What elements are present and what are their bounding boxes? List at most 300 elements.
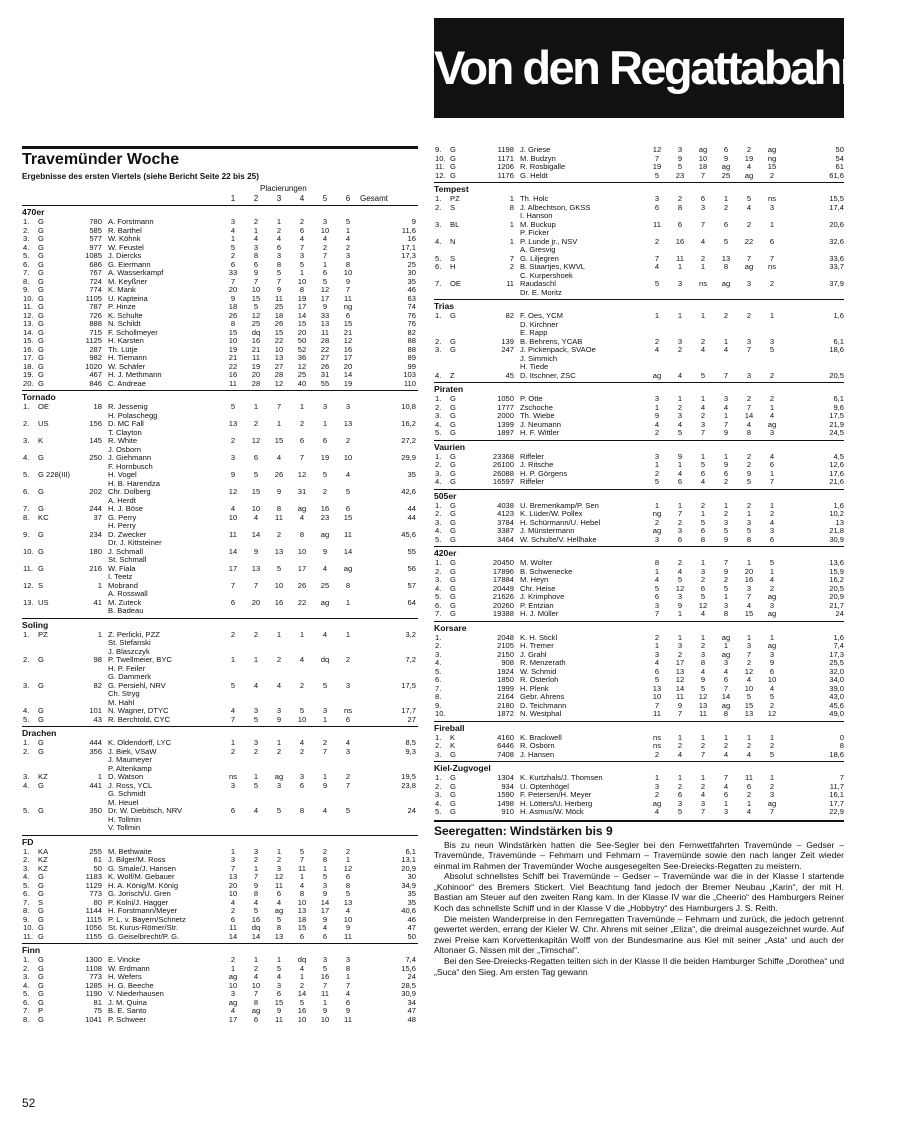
sailor-name: M. Heuel [108, 797, 139, 807]
placement: ag [767, 145, 777, 154]
placement: 1 [322, 714, 328, 724]
rank: 2. [435, 336, 442, 346]
class-heading: Vaurien [434, 441, 466, 452]
sail-number: 16597 [492, 477, 514, 486]
sail-number: 1285 [85, 980, 102, 990]
placement: 8 [299, 529, 305, 539]
placement: 2 [769, 394, 775, 403]
placement: 2 [700, 781, 706, 791]
nation: G [450, 534, 456, 544]
placement: 3 [299, 251, 305, 260]
sailor-name: St. Stefanski [108, 638, 151, 647]
nation: G [38, 963, 44, 973]
placement: 3 [230, 217, 236, 226]
rank: 4. [23, 980, 30, 990]
placement: 5 [299, 846, 305, 856]
placement: 7 [677, 709, 683, 718]
article-heading: Seeregatten: Windstärken bis 9 [434, 823, 613, 838]
rank: 4. [435, 526, 442, 535]
total-points: 61 [835, 162, 844, 171]
sail-number: 780 [89, 217, 102, 226]
placement: 8 [723, 262, 729, 271]
sail-number: 724 [89, 276, 102, 286]
sail-number: 1190 [85, 989, 102, 998]
placement: 7 [230, 580, 236, 590]
sailor-name: J. Hansen [520, 749, 555, 759]
nation: G [450, 411, 456, 420]
placement: 2 [654, 790, 660, 799]
placement: 9 [677, 700, 683, 710]
result-row [22, 648, 418, 657]
placement: 4 [700, 477, 706, 486]
placement: 3 [677, 336, 683, 346]
nation: G [38, 980, 44, 990]
rank: 5. [23, 880, 30, 890]
result-row [22, 454, 418, 463]
rank: 10. [435, 709, 446, 718]
placement: 16 [297, 1006, 307, 1015]
placement: 5 [654, 583, 660, 593]
placement: 1 [230, 846, 236, 856]
placement: 4 [769, 575, 775, 584]
placement: 11 [676, 692, 684, 701]
total-points: 10,8 [401, 402, 416, 411]
placement: 7 [299, 855, 305, 864]
placement: 5 [230, 680, 236, 690]
result-row [22, 531, 418, 540]
nation: G [38, 361, 44, 371]
placement: 1 [654, 460, 660, 469]
placement: 1 [723, 451, 729, 461]
total-points: 33,6 [829, 253, 844, 263]
placement: 2 [299, 217, 305, 226]
total-points: 3,2 [405, 629, 416, 639]
sailor-name: St. Kurus-Römer/Str. [108, 923, 179, 932]
placement: 4 [322, 234, 328, 243]
placement: 4 [654, 345, 660, 354]
result-row [434, 659, 844, 668]
total-points: 1,6 [833, 500, 844, 510]
placement: 4 [230, 504, 236, 513]
placement: ag [274, 906, 284, 915]
placement: 7 [746, 649, 752, 659]
rank: 4. [23, 706, 30, 715]
placement: 52 [297, 344, 307, 354]
placement: 6 [322, 268, 328, 277]
placement: dq [251, 327, 261, 337]
sailor-name: K. Lüder/W. Pollex [520, 509, 583, 518]
nation: KZ [38, 855, 48, 864]
placement: 3 [700, 649, 706, 659]
total-points: 32,0 [829, 666, 844, 676]
result-row [22, 716, 418, 725]
placement: 2 [677, 781, 683, 791]
placement: 25 [721, 170, 731, 180]
rank: 4. [23, 242, 30, 252]
total-points: 35 [407, 889, 416, 898]
total-points: 63 [407, 293, 416, 303]
placement: 9 [322, 889, 328, 898]
sailor-name: M. Buckup [520, 219, 556, 229]
sail-number: 4160 [497, 732, 514, 742]
total-points: 16 [407, 234, 416, 243]
placement: 13 [721, 253, 731, 263]
placement: 5 [253, 714, 259, 724]
placement: 13 [228, 872, 238, 881]
placement: 11 [275, 293, 283, 303]
sail-number: 145 [89, 436, 102, 445]
placement: 5 [700, 370, 706, 380]
placement: 1 [723, 641, 729, 650]
sailor-name: Th. Wiebe [520, 411, 555, 420]
placement: ag [297, 504, 307, 513]
result-row [22, 295, 418, 304]
placement: 11 [252, 353, 260, 362]
sailor-name: K. Mank [108, 285, 136, 294]
result-row [22, 956, 418, 965]
total-points: 20,6 [829, 219, 844, 229]
total-points: 17,1 [401, 242, 416, 252]
placement: 6 [276, 889, 282, 898]
result-row [434, 527, 844, 536]
placement: 2 [230, 955, 236, 964]
sailor-name: H. J. Müller [520, 609, 559, 618]
placement: 1 [769, 468, 775, 478]
placement: 1 [253, 955, 259, 964]
placement: 2 [677, 558, 683, 567]
nation: G [38, 353, 44, 362]
placement: 8 [276, 504, 282, 513]
result-row [434, 783, 844, 792]
result-row [434, 791, 844, 800]
rank: 3. [435, 575, 442, 584]
placement: ns [343, 706, 353, 715]
placement: 3 [769, 428, 775, 437]
placement: 2 [345, 772, 351, 781]
placement: 9 [276, 1006, 282, 1015]
placement: 10 [297, 546, 307, 556]
race-number: 1 [230, 194, 236, 203]
placement: 5 [677, 575, 683, 584]
placement: 3 [322, 402, 328, 411]
placement: 2 [253, 855, 259, 864]
result-row [434, 204, 844, 213]
placement: 4 [654, 419, 660, 429]
sailor-name: J. Blaszczyk [108, 646, 150, 656]
sailor-name: J. Neumann [520, 419, 561, 429]
total-points: 24 [407, 972, 416, 981]
total-points: 15,5 [829, 194, 844, 203]
placement: 11 [321, 989, 329, 998]
placement: 7 [253, 580, 259, 590]
nation: Z [450, 370, 455, 380]
total-points: 34 [407, 997, 416, 1007]
placement: 3 [654, 649, 660, 659]
placement: 14 [297, 310, 307, 320]
result-row [22, 973, 418, 982]
placement: 4 [345, 989, 351, 998]
placement: 10 [320, 1014, 330, 1024]
placement: ag [744, 262, 754, 271]
placement: 5 [345, 217, 351, 226]
rank: 2. [23, 963, 30, 973]
sail-number: 7408 [497, 749, 514, 759]
rank: 4. [435, 419, 442, 429]
sail-number: 287 [89, 344, 102, 354]
sailor-name: Z. Perlicki, PZZ [108, 629, 160, 639]
placement: 15 [297, 923, 307, 932]
sail-number: 98 [93, 655, 102, 664]
result-row [22, 765, 418, 774]
placement: 1 [769, 566, 775, 576]
placement: 2 [345, 242, 351, 252]
placement: 3 [654, 534, 660, 544]
placement: 1 [299, 268, 305, 277]
page-subtitle: Ergebnisse des ersten Viertels (siehe Bericht Seite 22 bis 25) [22, 172, 259, 181]
rank: 7. [23, 268, 30, 277]
result-row [22, 497, 418, 506]
sail-number: 41 [93, 597, 102, 607]
placement: 15 [744, 609, 754, 618]
sail-number: 908 [501, 658, 514, 667]
placement: 3 [746, 641, 752, 650]
rank: 19. [23, 370, 34, 379]
sail-number: 1872 [497, 709, 514, 718]
placement: 4 [723, 345, 729, 354]
placement: 6 [322, 931, 328, 941]
placement: 3 [677, 526, 683, 535]
nation: G [38, 546, 44, 556]
results-column-left [22, 146, 418, 1106]
total-points: 88 [407, 344, 416, 354]
result-row [434, 195, 844, 204]
rank: 2. [23, 225, 30, 235]
rank: 5. [23, 989, 30, 998]
placement: 5 [345, 806, 351, 815]
placement: 9 [322, 302, 328, 311]
sail-number: 1777 [497, 402, 514, 412]
sailor-name: M. Wolter [520, 558, 553, 567]
sail-number: 350 [89, 806, 102, 815]
rank: 5. [435, 428, 442, 437]
rank: 5. [435, 592, 442, 601]
sail-number: 37 [93, 512, 102, 522]
total-points: 37,9 [829, 279, 844, 288]
placement: 22 [744, 236, 754, 246]
placement: 5 [230, 242, 236, 252]
sailor-name: H. P. Feiler [108, 663, 145, 673]
placement: 3 [230, 855, 236, 864]
sail-number: 773 [89, 889, 102, 898]
placement: 4 [723, 781, 729, 791]
result-row [434, 610, 844, 619]
total-points: 18,6 [829, 749, 844, 759]
rank: 1. [23, 738, 30, 747]
nation: G [450, 145, 456, 154]
result-row [22, 548, 418, 557]
placement: 6 [276, 989, 282, 998]
result-row [22, 522, 418, 531]
placement: 5 [654, 675, 660, 684]
placement: 18 [228, 302, 238, 311]
placement: 5 [677, 428, 683, 437]
placement: 2 [276, 655, 282, 664]
placement: 1 [746, 558, 752, 567]
nation: G [38, 302, 44, 311]
placement: 2 [723, 741, 729, 750]
result-row [22, 312, 418, 321]
placement: 2 [769, 370, 775, 380]
placement: 7 [700, 749, 706, 759]
result-row [434, 329, 844, 338]
nation: G [38, 906, 44, 915]
sail-number: 1590 [497, 790, 514, 799]
sailor-name: W. Erdmann [108, 963, 150, 973]
result-row [22, 773, 418, 782]
placement: 21 [251, 344, 261, 354]
sail-number: 7 [509, 253, 514, 263]
placement: 6 [723, 219, 729, 229]
placement: 4 [299, 655, 305, 664]
placement: 16 [251, 336, 261, 345]
result-row [22, 990, 418, 999]
sail-number: 1 [509, 219, 514, 229]
result-row [22, 505, 418, 514]
result-row [434, 429, 844, 438]
total-points: 16,1 [829, 790, 844, 799]
placement: 11 [275, 880, 283, 890]
sail-number: 977 [89, 242, 102, 252]
placement: 4 [700, 609, 706, 618]
sail-number: 767 [89, 268, 102, 277]
placement: 12 [698, 600, 708, 610]
placement: 5 [276, 914, 282, 924]
rank: 1. [435, 194, 442, 203]
placement: 2 [322, 846, 328, 856]
total-points: 27,2 [401, 436, 416, 445]
total-points: 35 [407, 470, 416, 479]
result-row [22, 739, 418, 748]
placement: 4 [700, 345, 706, 354]
sailor-name: P. Entzian [520, 600, 554, 610]
rank: 3. [435, 219, 442, 229]
placement: 14 [297, 989, 307, 998]
sail-number: 715 [89, 327, 102, 337]
placement: 17 [297, 563, 307, 573]
placement: 6 [769, 460, 775, 469]
placement: 14 [320, 897, 330, 907]
placement: 4 [253, 680, 259, 690]
placement: 6 [677, 477, 683, 486]
placement: 2 [299, 680, 305, 690]
nation: G [38, 889, 44, 898]
placement: 2 [746, 451, 752, 461]
total-points: 12,6 [829, 460, 844, 469]
placement: 1 [677, 609, 683, 618]
total-points: 7 [839, 773, 844, 782]
placement: 8 [746, 428, 752, 437]
sail-number: 1144 [85, 906, 102, 915]
total-points: 8,5 [405, 738, 416, 747]
nation: G [38, 234, 44, 243]
rank: 6. [23, 889, 30, 898]
sail-number: 82 [93, 680, 102, 690]
placement: 11 [229, 378, 237, 388]
placement: ag [652, 526, 662, 535]
result-row [22, 286, 418, 295]
placement: 13 [343, 419, 353, 428]
placement: 11 [344, 529, 352, 539]
placement: 1 [723, 732, 729, 742]
placement: 1 [769, 219, 775, 229]
placement: 15 [343, 512, 353, 522]
placement: 16 [251, 914, 261, 924]
result-row [22, 303, 418, 312]
placement: 9 [253, 880, 259, 890]
sailor-name: K. Kurtzhals/J. Thomsen [520, 773, 603, 782]
sailor-name: P. Ficker [520, 228, 549, 237]
class-heading: Tornado [22, 392, 56, 402]
sail-number: 2000 [497, 411, 514, 420]
placement: 6 [345, 714, 351, 724]
placement: 7 [769, 253, 775, 263]
nation: G [450, 311, 456, 320]
nation: G [450, 575, 456, 584]
result-row [22, 539, 418, 548]
placement: 10 [343, 453, 353, 462]
rank: 9. [435, 145, 442, 154]
sailor-name: R. Rosbigalle [520, 162, 566, 171]
placement: 4 [253, 234, 259, 243]
article [434, 820, 844, 978]
total-points: 20,9 [401, 863, 416, 873]
placement: 3 [276, 251, 282, 260]
sailor-name: H. Tiede [520, 362, 549, 371]
rank: 1. [435, 500, 442, 510]
nation: G [38, 285, 44, 294]
placement: 4 [654, 262, 660, 271]
placement: 6 [723, 468, 729, 478]
total-points: 46 [407, 285, 416, 294]
nation: G [38, 780, 44, 790]
placement: 1 [654, 402, 660, 412]
sailor-name: P. Hinze [108, 302, 136, 311]
rank: 2. [23, 746, 30, 756]
placement: 19 [343, 378, 353, 388]
sailor-name: A. Forstmann [108, 217, 154, 226]
nation: G [450, 500, 456, 510]
sailor-name: F. Oes, YCM [520, 311, 563, 320]
total-points: 40,6 [401, 906, 416, 915]
placement: 3 [769, 790, 775, 799]
class-heading: Tempest [434, 184, 469, 194]
nation: G [38, 989, 44, 998]
nation: G [38, 955, 44, 964]
placement: 1 [746, 732, 752, 742]
sailor-name: H. Wefers [108, 972, 142, 981]
placement: 4 [654, 807, 660, 816]
result-row [22, 682, 418, 691]
sailor-name: J. Simmich [520, 353, 558, 363]
placement: 12 [675, 675, 685, 684]
placement: 2 [322, 738, 328, 747]
total-points: 33,7 [829, 262, 844, 271]
total-points: 28,5 [401, 980, 416, 990]
sailor-name: Th. Holc [520, 194, 549, 203]
placement: 1 [746, 632, 752, 642]
total-points: 32,6 [829, 236, 844, 246]
rank: 1. [23, 955, 30, 964]
